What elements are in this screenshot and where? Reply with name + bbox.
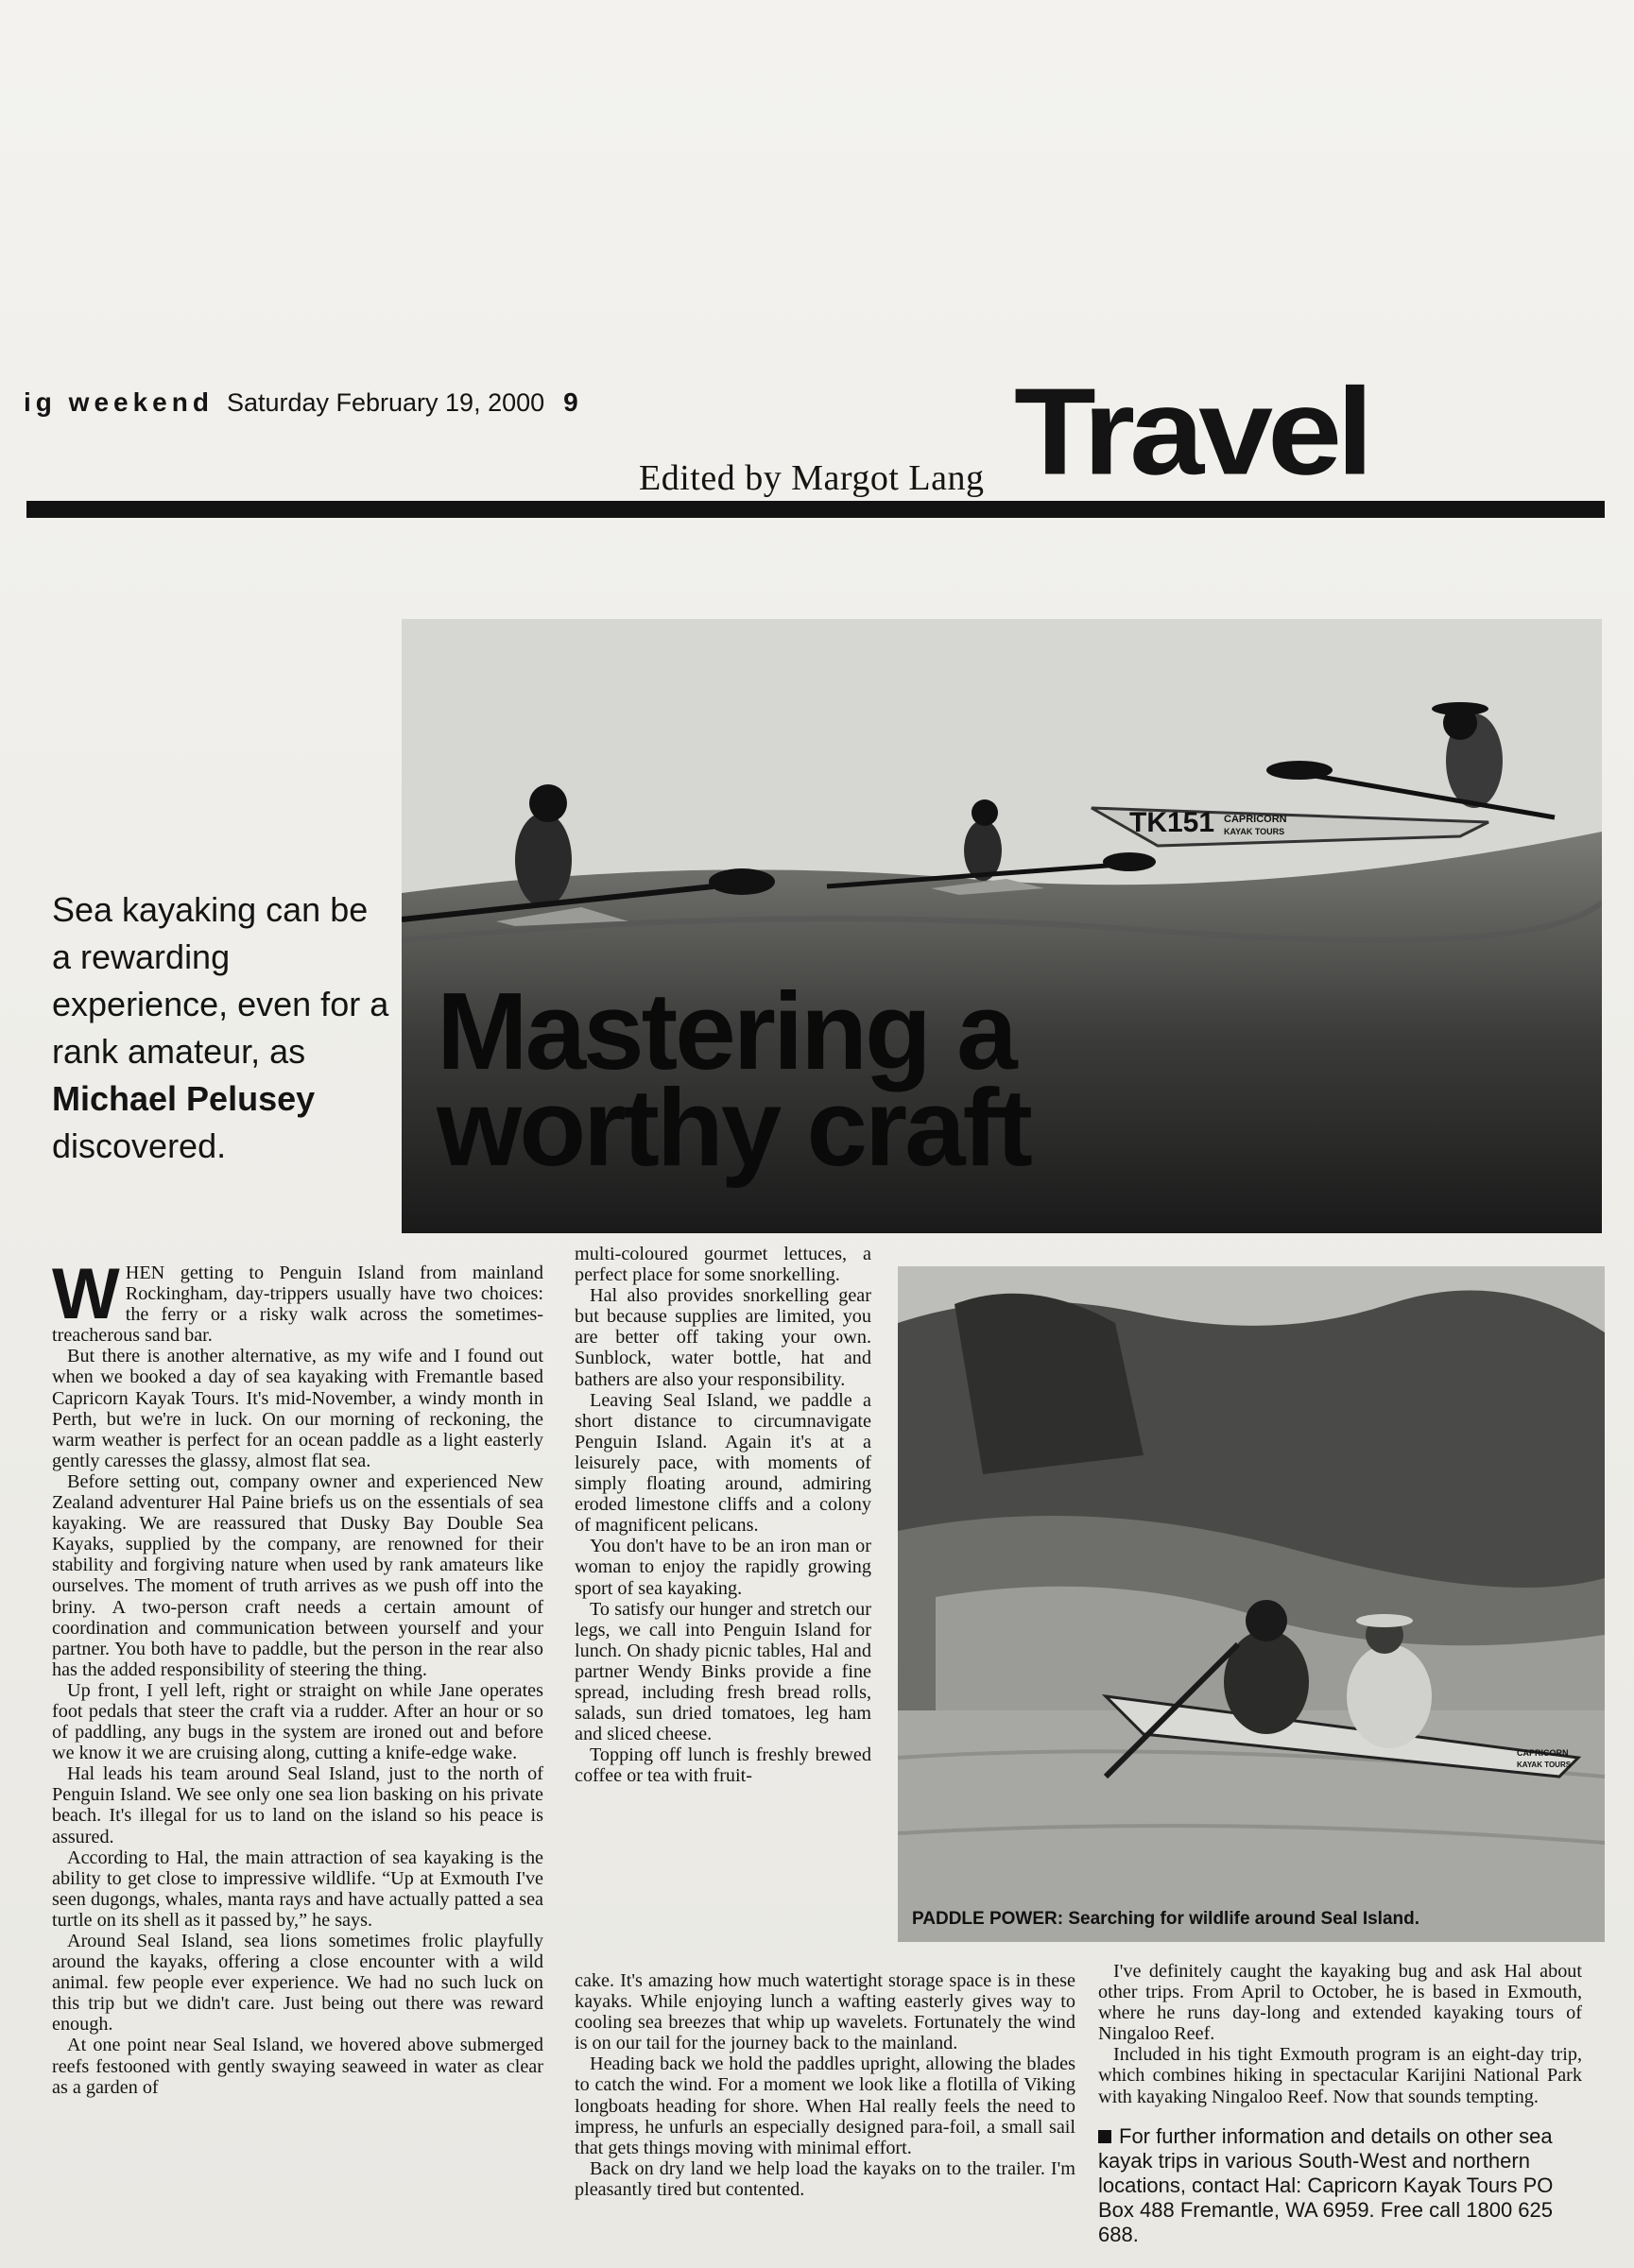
article-paragraph: Included in his tight Exmouth program is an eight-day trip, which combines hiking in spectacular Karijini National Park with kayaking Ningaloo Reef. Now that sounds tempting. xyxy=(1098,2044,1582,2107)
section-title: Travel xyxy=(1014,362,1368,501)
dropcap: W xyxy=(52,1254,120,1334)
article-paragraph: Back on dry land we help load the kayaks on to the trailer. I'm pleasantly tired but contented. xyxy=(575,2157,1075,2200)
info-text: For further information and details on other sea kayak trips in various South-West and northern locations, contact Hal: Capricorn Kayak Tours PO Box 488 Fremantle, WA 6959. Free call 1800 625 688. xyxy=(1098,2123,1554,2246)
article-column-1 xyxy=(52,1254,543,2098)
info-box xyxy=(1098,2124,1582,2247)
article-paragraph: To satisfy our hunger and stretch our legs, we call into Penguin Island for lunch. On shady picnic tables, Hal and partner Wendy Binks provide a fine spread, including fresh bread rolls, salads, sun dried tomatoes, leg ham and sliced cheese. xyxy=(575,1598,871,1745)
article-paragraph: Before setting out, company owner and experienced New Zealand adventurer Hal Paine briefs us on the essentials of sea kayaking. We are reassured that Dusky Bay Double Sea Kayaks, supplied by the company, are renowned for their stability and forgiving nature when used by rank amateurs like ourselves. The moment of truth arrives as we push off into the briny. A two-person craft needs a certain amount of coordination and communication between yourself and your partner. You both have to paddle, but the person in the rear also has the added responsibility of steering the thing. xyxy=(52,1470,543,1680)
headline xyxy=(437,970,1030,1189)
publication-brand: ig weekend xyxy=(24,387,214,417)
author-name: Michael Pelusey xyxy=(52,1079,316,1118)
article-paragraph: Around Seal Island, sea lions sometimes frolic playfully around the kayaks, offering a close encounter with a wild animal. few people ever experience. We had no such luck on this trip but we didn't care. Just being out there was reward enough. xyxy=(52,1931,543,2036)
editor-credit: Edited by Margot Lang xyxy=(639,458,985,498)
square-bullet-icon xyxy=(1098,2130,1111,2143)
article-paragraph: Leaving Seal Island, we paddle a short distance to circumnavigate Penguin Island. Again it's at a leisurely pace, with moments of simply floating around, admiring eroded limestone cliffs and a colony of magnificent pelicans. xyxy=(575,1389,871,1537)
kayak-brand2-text: KAYAK TOURS xyxy=(1224,827,1285,836)
article-column-3 xyxy=(1098,1961,1582,2247)
article-paragraph: At one point near Seal Island, we hovered above submerged reefs festooned with gently swaying seaweed in water as clear as a garden of xyxy=(52,2035,543,2098)
headline-line1: Mastering a xyxy=(437,970,1015,1092)
standfirst-text: Sea kayaking can be a rewarding experience, even for a rank amateur, as xyxy=(52,890,389,1071)
article-paragraph: According to Hal, the main attraction of sea kayaking is the ability to get close to impressive wildlife. “Up at Exmouth I've seen dugongs, whales, manta rays and have actually patted a sea turtle on its shell as it passed by,” he says. xyxy=(52,1847,543,1931)
article-paragraph: But there is another alternative, as my wife and I found out when we booked a day of sea kayaking with Fremantle based Capricorn Kayak Tours. It's mid-November, a windy month in Perth, but we're in luck. On our morning of reckoning, the warm weather is perfect for an ocean paddle as a light easterly gently caresses the glassy, almost flat sea. xyxy=(52,1346,543,1471)
article-column-2-continued xyxy=(575,1970,1075,2200)
page-number: 9 xyxy=(563,387,578,417)
standfirst-end: discovered. xyxy=(52,1126,227,1165)
article-paragraph: WHEN getting to Penguin Island from mainland Rockingham, day-trippers usually have two choices: the ferry or a risky walk across the sometimes-treacherous sand bar. xyxy=(52,1254,543,1347)
article-paragraph: multi-coloured gourmet lettuces, a perfect place for some snorkelling. xyxy=(575,1244,871,1286)
island-kayak-illustration xyxy=(898,1266,1605,1942)
kayak-brand2-text: KAYAK TOURS xyxy=(1517,1761,1572,1769)
masthead-rule xyxy=(26,501,1605,518)
photo-caption: PADDLE POWER: Searching for wildlife around Seal Island. xyxy=(912,1909,1420,1929)
article-paragraph: Up front, I yell left, right or straight on while Jane operates foot pedals that steer the craft via a rudder. After an hour or so of paddling, any bugs in the system are ironed out and before we know it we are cruising along, cutting a knife-edge wake. xyxy=(52,1679,543,1764)
article-paragraph: Heading back we hold the paddles upright, allowing the blades to catch the wind. For a moment we look like a flotilla of Viking longboats heading for shore. When Hal really feels the need to impress, he unfurls an especially designed para-foil, a small sail that gets things moving with minimal effort. xyxy=(575,2053,1075,2158)
article-paragraph: Hal also provides snorkelling gear but because supplies are limited, you are better off taking your own. Sunblock, water bottle, hat and bathers are also your responsibility. xyxy=(575,1285,871,1390)
masthead xyxy=(24,387,578,418)
standfirst xyxy=(52,886,392,1170)
issue-date: Saturday February 19, 2000 xyxy=(226,388,545,417)
seal-island-photo xyxy=(898,1266,1605,1942)
article-column-2 xyxy=(575,1244,871,1786)
article-paragraph: I've definitely caught the kayaking bug and ask Hal about other trips. From April to October, he is based in Exmouth, where he runs day-long and extended kayaking tours of Ningaloo Reef. xyxy=(1098,1961,1582,2045)
headline-line2: worthy craft xyxy=(437,1066,1030,1189)
kayak-id-text: TK151 xyxy=(1129,807,1215,838)
article-paragraph: Topping off lunch is freshly brewed coffee or tea with fruit- xyxy=(575,1744,871,1787)
article-paragraph: cake. It's amazing how much watertight storage space is in these kayaks. While enjoying lunch a wafting easterly gives way to cooling sea breezes that whip up wavelets. Fortunately the wind is on our tail for the journey back to the mainland. xyxy=(575,1970,1075,2054)
article-paragraph: Hal leads his team around Seal Island, just to the north of Penguin Island. We see only one sea lion basking on his private beach. It's illegal for us to land on the island so his peace is assured. xyxy=(52,1763,543,1847)
kayak-brand-text: CAPRICORN xyxy=(1224,814,1287,825)
kayak-brand-text: CAPRICORN xyxy=(1517,1748,1569,1758)
article-paragraph: You don't have to be an iron man or woman to enjoy the rapidly growing sport of sea kayaking. xyxy=(575,1536,871,1599)
